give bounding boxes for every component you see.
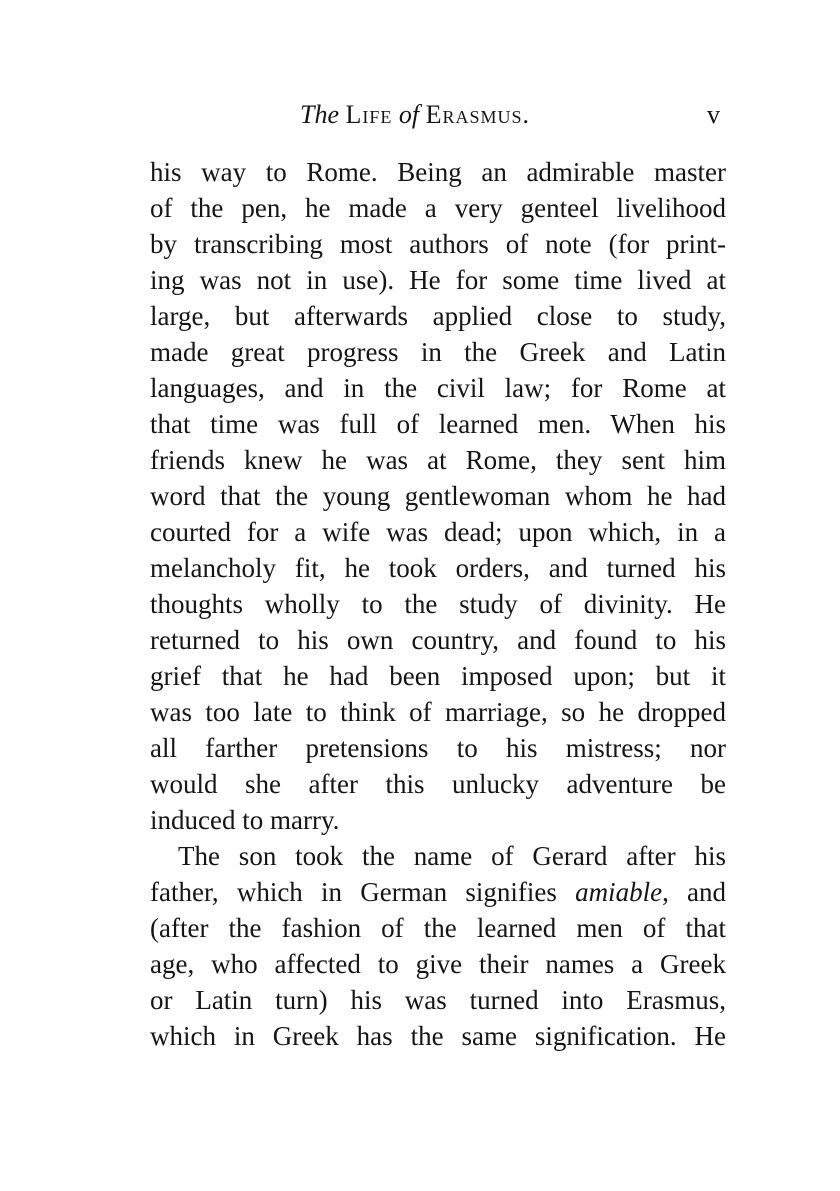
text-line: word that the young gentlewoman whom he had — [150, 481, 726, 511]
text-line: returned to his own country, and found to his — [150, 625, 726, 655]
paragraph-2 — [150, 838, 726, 1054]
text-line: grief that he had been imposed upon; but it — [150, 661, 726, 691]
running-title-the: The — [300, 100, 339, 129]
running-title — [300, 98, 530, 132]
text-line: thoughts wholly to the study of divinity. He — [150, 589, 726, 619]
page-number: v — [707, 100, 720, 129]
paragraph-1 — [150, 154, 726, 838]
text-fragment: father, which in German signifies — [150, 877, 576, 907]
text-line: made great progress in the Greek and Latin — [150, 337, 726, 367]
text-line: (after the fashion of the learned men of that — [150, 913, 726, 943]
text-line: that time was full of learned men. When his — [150, 409, 726, 439]
text-line: melancholy fit, he took orders, and turned his — [150, 553, 726, 583]
text-line: ing was not in use). He for some time lived at — [150, 265, 726, 295]
text-line: courted for a wife was dead; upon which, in a — [150, 517, 726, 547]
text-line: or Latin turn) his was turned into Erasmus, — [150, 985, 726, 1015]
text-line-with-italic — [150, 874, 726, 910]
body-text — [150, 154, 726, 1054]
text-line: of the pen, he made a very genteel livelihood — [150, 193, 726, 223]
text-line: was too late to think of marriage, so he dropped — [150, 697, 726, 727]
book-page — [150, 98, 726, 1054]
page-header — [150, 98, 726, 132]
text-line: by transcribing most authors of note (for print- — [150, 229, 726, 259]
running-title-of: of — [398, 100, 420, 129]
text-line: large, but afterwards applied close to study, — [150, 301, 726, 331]
text-line: which in Greek has the same signification. He — [150, 1021, 726, 1051]
text-line: induced to marry. — [150, 805, 340, 835]
text-fragment: , and — [662, 877, 726, 907]
text-line: friends knew he was at Rome, they sent him — [150, 445, 726, 475]
italic-word: amiable — [575, 877, 663, 907]
running-title-life: Life — [345, 100, 393, 129]
running-title-erasmus: Erasmus. — [425, 100, 531, 129]
text-line: would she after this unlucky adventure be — [150, 769, 726, 799]
text-line: age, who affected to give their names a Greek — [150, 949, 726, 979]
text-line: The son took the name of Gerard after his — [178, 841, 726, 871]
text-line: languages, and in the civil law; for Rome at — [150, 373, 726, 403]
text-line: his way to Rome. Being an admirable master — [150, 157, 726, 187]
text-line: all farther pretensions to his mistress; nor — [150, 733, 726, 763]
